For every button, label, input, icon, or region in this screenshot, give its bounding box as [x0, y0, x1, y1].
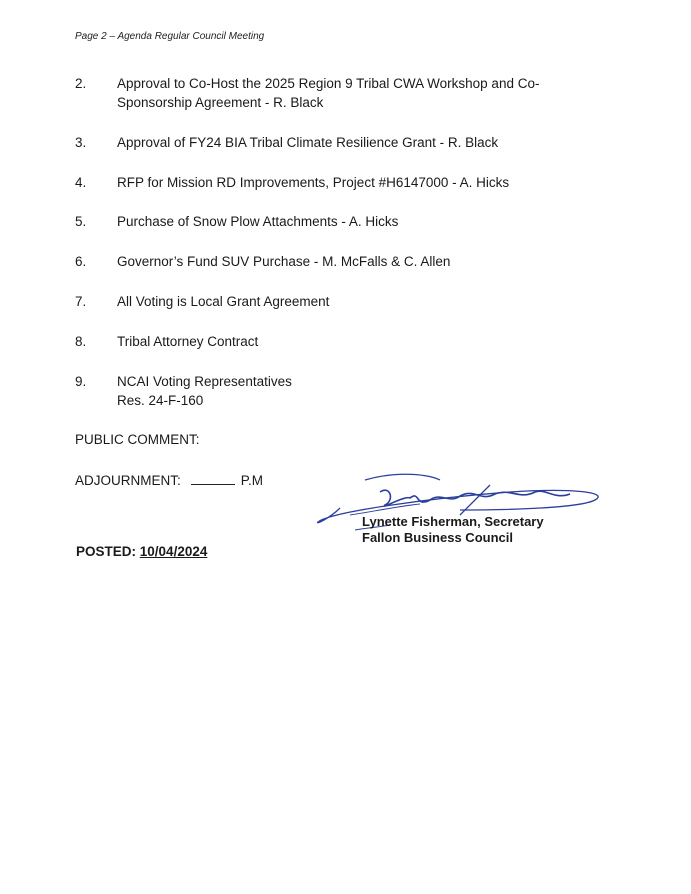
signatory-organization: Fallon Business Council [362, 530, 513, 545]
item-number: 5. [75, 214, 87, 229]
adjournment-suffix: P.M [240, 473, 264, 488]
posted-label: POSTED: [76, 544, 137, 559]
item-number: 4. [75, 175, 87, 190]
item-number: 6. [75, 254, 87, 269]
item-text-line: Tribal Attorney Contract [117, 334, 259, 349]
posted-line [76, 544, 207, 559]
item-number: 3. [75, 135, 87, 150]
item-text-line: Approval of FY24 BIA Tribal Climate Resilience Grant - R. Black [117, 135, 499, 150]
item-number: 9. [75, 374, 87, 389]
adjournment-line [75, 472, 263, 488]
item-text-line: Res. 24-F-160 [117, 393, 204, 408]
signatory-name: Lynette Fisherman, Secretary [362, 514, 544, 529]
posted-date: 10/04/2024 [139, 544, 208, 559]
item-text-line: RFP for Mission RD Improvements, Project #H6147000 - A. Hicks [117, 175, 510, 190]
item-text-line: Purchase of Snow Plow Attachments - A. Hicks [117, 214, 399, 229]
item-text-line: Sponsorship Agreement - R. Black [117, 95, 324, 110]
adjournment-time-blank [191, 472, 235, 485]
item-text-line: All Voting is Local Grant Agreement [117, 294, 330, 309]
item-text-line: NCAI Voting Representatives [117, 374, 292, 389]
item-text-line: Governor’s Fund SUV Purchase - M. McFalls & C. Allen [117, 254, 451, 269]
item-number: 8. [75, 334, 87, 349]
page-header: Page 2 – Agenda Regular Council Meeting [75, 31, 265, 42]
item-text-line: Approval to Co-Host the 2025 Region 9 Tribal CWA Workshop and Co- [117, 76, 540, 91]
item-number: 2. [75, 76, 87, 91]
public-comment-label: PUBLIC COMMENT: [75, 432, 200, 447]
adjournment-label: ADJOURNMENT: [75, 473, 181, 488]
item-number: 7. [75, 294, 87, 309]
